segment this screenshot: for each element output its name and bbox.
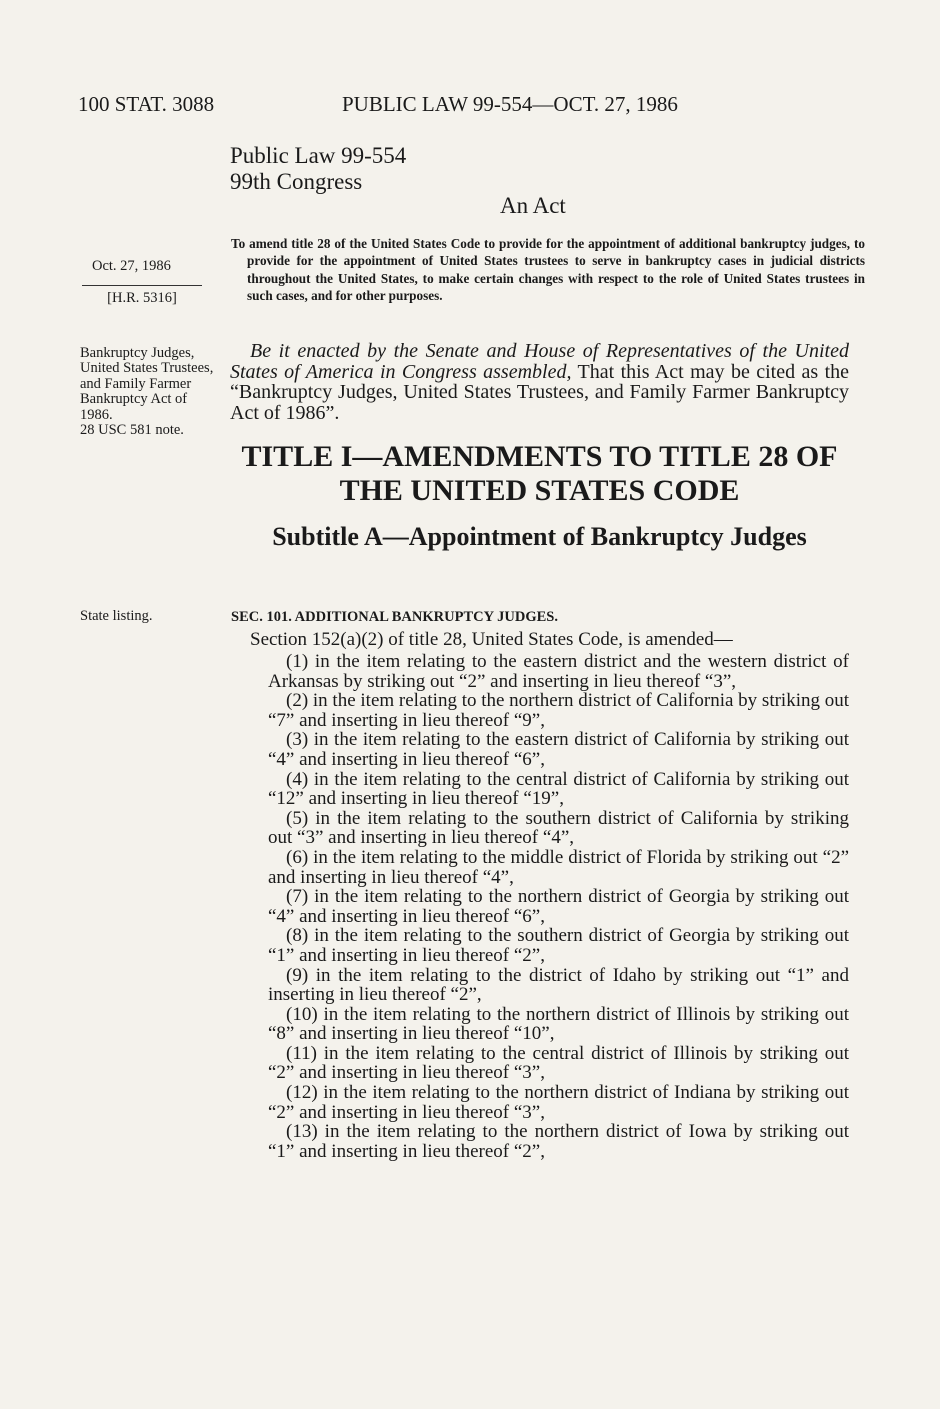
list-item: (2) in the item relating to the northern district of California by striking out “7” and inserting in lieu thereof “9”, <box>268 690 850 731</box>
margin-subject-note <box>80 346 220 438</box>
list-item: (4) in the item relating to the central district of California by striking out “12” and inserting in lieu thereof “19”, <box>268 768 849 810</box>
congress-number: 99th Congress <box>230 169 363 194</box>
list-item: (9) in the item relating to the district of Idaho by striking out “1” and inserting in lieu thereof “2”, <box>268 964 849 1006</box>
list-item: (10) in the item relating to the northern district of Illinois by striking out “8” and inserting in lieu thereof “10”, <box>268 1003 849 1045</box>
section-intro: Section 152(a)(2) of title 28, United States Code, is amended— <box>250 629 733 650</box>
list-item: (6) in the item relating to the middle district of Florida by striking out “2” and inserting in lieu thereof “4”, <box>268 846 849 888</box>
margin-usc-note: 28 USC 581 note. <box>80 422 184 439</box>
list-item: (12) in the item relating to the northern district of Indiana by striking out “2” and inserting in lieu thereof “3”, <box>268 1082 849 1123</box>
list-item: (11) in the item relating to the central district of Illinois by striking out “2” and inserting in lieu thereof “3”, <box>268 1042 849 1084</box>
list-item: (1) in the item relating to the eastern district and the western district of Arkansas by striking out “2” and inserting in lieu thereof “3”, <box>268 651 849 692</box>
section-heading: SEC. 101. ADDITIONAL BANKRUPTCY JUDGES. <box>231 609 558 625</box>
margin-date: Oct. 27, 1986 <box>92 258 171 274</box>
an-act-label: An Act <box>500 193 566 218</box>
list-item: (5) in the item relating to the southern district of California by striking out “3” and inserting in lieu thereof “4”, <box>268 807 849 849</box>
enacting-formula: Be it enacted by the Senate and House of Representatives of the United States of America in Congress assembled, <box>230 340 849 383</box>
list-item: (7) in the item relating to the northern district of Georgia by striking out “4” and inserting in lieu thereof “6”, <box>268 886 849 927</box>
enacting-clause <box>230 341 849 423</box>
subtitle-heading: Subtitle A—Appointment of Bankruptcy Judges <box>272 522 807 551</box>
margin-bill-number: [H.R. 5316] <box>82 285 202 307</box>
running-title: PUBLIC LAW 99-554—OCT. 27, 1986 <box>342 92 678 116</box>
list-item: (3) in the item relating to the eastern district of California by striking out “4” and inserting in lieu thereof “6”, <box>268 729 849 770</box>
act-purpose: To amend title 28 of the United States Code to provide for the appointment of additional bankruptcy judges, to provide for the appointment of United States trustees to serve in bankruptcy cases in judicial districts throughout the United States, to make certain changes with respect to the role of United States trustees in such cases, and for other purposes. <box>231 236 865 304</box>
law-identification <box>230 143 406 195</box>
margin-state-listing: State listing. <box>80 608 153 624</box>
short-title-sentence: That this Act may be cited as the “Bankruptcy Judges, United States Trustees, and Family Farmer Bankruptcy Act of 1986”. <box>230 360 850 424</box>
list-item: (8) in the item relating to the southern district of Georgia by striking out “1” and inserting in lieu thereof “2”, <box>268 925 849 966</box>
title-heading: TITLE I—AMENDMENTS TO TITLE 28 OF THE UNITED STATES CODE <box>241 440 838 507</box>
public-law-number: Public Law 99-554 <box>230 143 407 168</box>
page-reference: 100 STAT. 3088 <box>78 92 215 116</box>
amendment-list <box>268 652 849 1161</box>
margin-subject-text: Bankruptcy Judges, United States Trustees, and Family Farmer Bankruptcy Act of 1986. <box>80 345 214 423</box>
list-item: (13) in the item relating to the northern district of Iowa by striking out “1” and inserting in lieu thereof “2”, <box>268 1121 849 1162</box>
